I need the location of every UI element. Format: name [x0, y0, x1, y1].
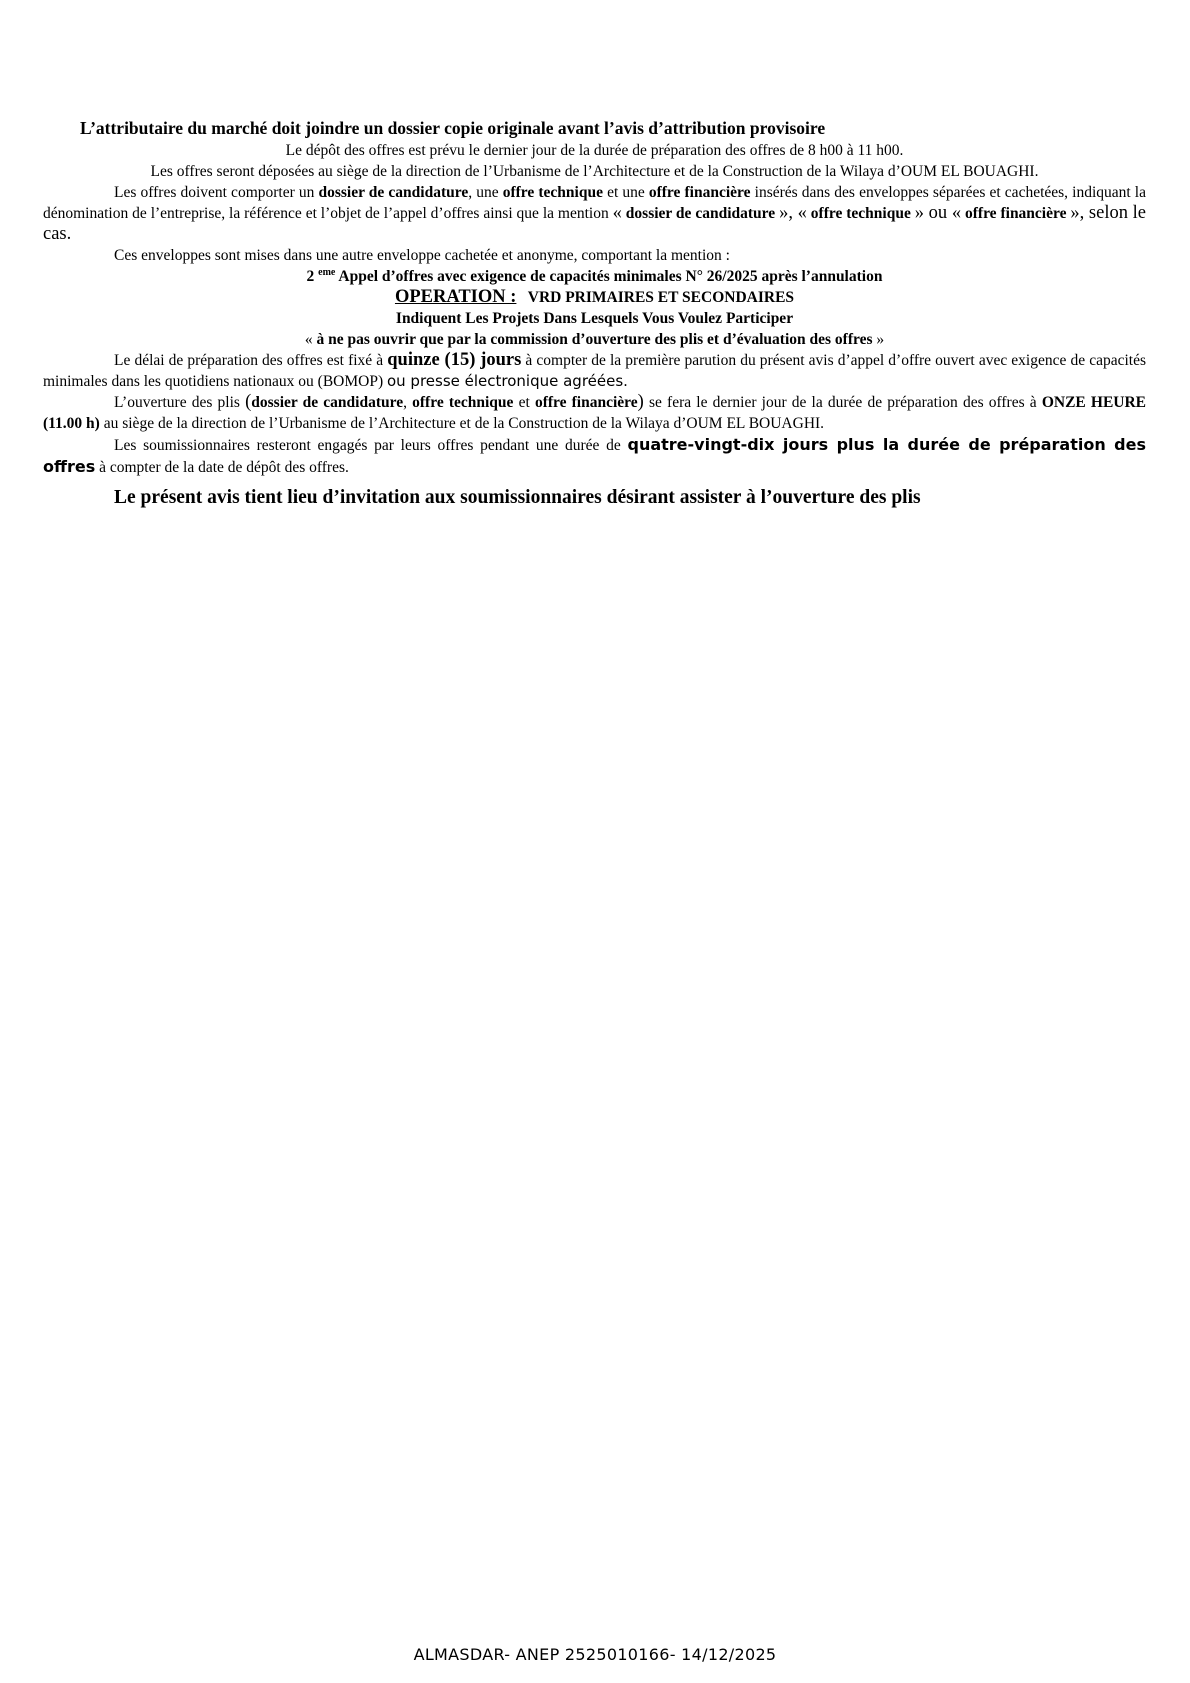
preparation-delay-paragraph: Le délai de préparation des offres est fixé à quinze (15) jours à compter de la première parution du présent avis d’appel d’offre ouvert avec exigence de capacités minimales dans les quotidiens nationaux ou (BOMOP) ou presse électronique agréées.: [43, 350, 1146, 390]
deposit-location: Les offres seront déposées au siège de la direction de l’Urbanisme de l’Architecture et de la Construction de la Wilaya d’OUM EL BOUAGHI.: [150, 163, 1039, 180]
tender-reference: 2 $^{eme}$ Appel d’offres avec exigence de capacités minimales N° 26/2025 après l’annulation: [306, 266, 883, 285]
operation-line: [43, 287, 1146, 308]
envelope-requirements-paragraph: Les offres doivent comporter un dossier de candidature, une offre technique et une offre financière insérés dans des enveloppes séparées et cachetées, indiquant la dénomination de l’entreprise, la référence et l’objet de l’appel d’offres ainsi que la mention « dossier de candidature », « offre technique » ou « offre financière », selon le cas.: [43, 184, 1146, 244]
footer-reference: ALMASDAR- ANEP 2525010166- 14/12/2025: [413, 1645, 777, 1664]
commission-mention: « à ne pas ouvrir que par la commission d’ouverture des plis et d’évaluation des offres »: [304, 331, 885, 348]
validity-paragraph: Les soumissionnaires resteront engagés par leurs offres pendant une durée de quatre-vingt-dix jours plus la durée de préparation des offres à compter de la date de dépôt des offres.: [43, 435, 1146, 476]
envelope-intro: Ces enveloppes sont mises dans une autre enveloppe cachetée et anonyme, comportant la mention :: [114, 247, 730, 264]
operation-value: VRD PRIMAIRES ET SECONDAIRES: [516, 289, 795, 306]
headline: L’attributaire du marché doit joindre un dossier copie originale avant l’avis d’attribution provisoire: [80, 118, 826, 138]
opening-paragraph: L’ouverture des plis (dossier de candidature, offre technique et offre financière) se fera le dernier jour de la durée de préparation des offres à ONZE HEURE (11.00 h) au siège de la direction de l’Urbanisme de l’Architecture et de la Construction de la Wilaya d’OUM EL BOUAGHI.: [43, 392, 1147, 432]
projects-line: Indiquent Les Projets Dans Lesquels Vous Voulez Participer: [395, 310, 794, 327]
closing-invitation: Le présent avis tient lieu d’invitation aux soumissionnaires désirant assister à l’ouverture des plis: [114, 487, 921, 508]
notice-body: [43, 118, 1146, 508]
operation-label: OPERATION :: [394, 287, 517, 307]
deposit-schedule: Le dépôt des offres est prévu le dernier jour de la durée de préparation des offres de 8 h00 à 11 h00.: [285, 142, 904, 159]
